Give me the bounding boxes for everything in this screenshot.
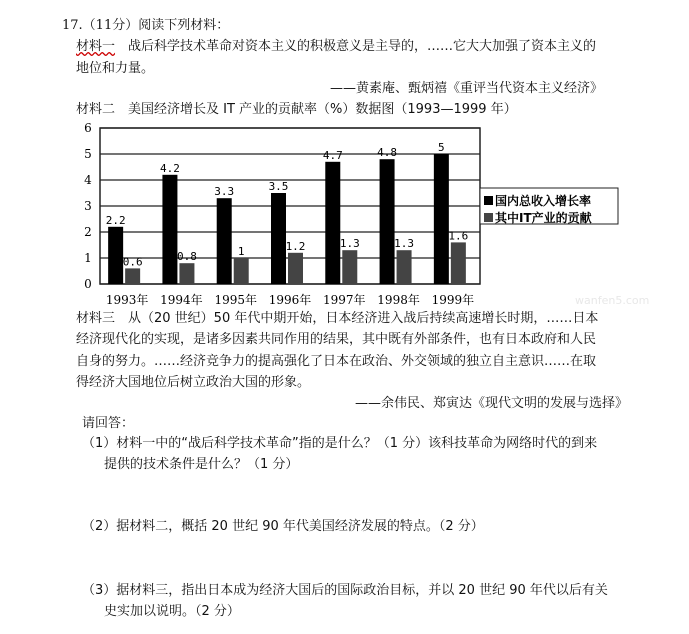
bar-gdp-growth — [325, 162, 340, 284]
question-1-line1: （1）材料一中的“战后科学技术革命”指的是什么？（1 分）该科技革命为网络时代的到来 — [82, 436, 598, 451]
y-tick-label: 5 — [84, 147, 92, 161]
data-label: 1.2 — [285, 239, 306, 253]
x-tick-label: 1997年 — [323, 293, 366, 307]
material-three-line2: 经济现代化的实现，是诸多因素共同作用的结果，其中既有外部条件，也有日本政府和人民 — [76, 332, 597, 347]
y-tick-label: 3 — [84, 199, 92, 213]
y-tick-label: 4 — [84, 173, 92, 187]
bar-it-contribution — [397, 250, 412, 284]
question-2: （2）据材料二，概括 20 世纪 90 年代美国经济发展的特点。（2 分） — [82, 519, 484, 534]
bar-chart — [70, 118, 630, 313]
data-label: 3.3 — [214, 185, 235, 199]
material-three-line4: 得经济大国地位后树立政治大国的形象。 — [76, 375, 311, 390]
bar-it-contribution — [125, 268, 140, 284]
data-label: 1.3 — [339, 237, 360, 251]
legend-label: 其中IT产业的贡献 — [495, 211, 592, 225]
bar-gdp-growth — [108, 227, 123, 284]
material-one-label: 材料一 — [76, 39, 116, 54]
data-label: 3.5 — [268, 180, 289, 193]
data-label: 1 — [237, 245, 245, 258]
material-three-citation: ——余伟民、郑寅达《现代文明的发展与选择》 — [355, 396, 629, 411]
x-tick-label: 1993年 — [105, 293, 149, 307]
material-three-line3: 自身的努力。……经济竞争力的提高强化了日本在政治、外交领域的独立自主意识……在取 — [76, 354, 597, 369]
material-two-title: 材料二 美国经济增长及 IT 产业的贡献率（%）数据图（1993—1999 年） — [76, 102, 517, 117]
bar-it-contribution — [451, 242, 466, 284]
data-label: 4.7 — [322, 148, 343, 162]
material-one-line2: 地位和力量。 — [76, 61, 155, 76]
question-1-line2: 提供的技术条件是什么？（1 分） — [104, 457, 299, 472]
bar-it-contribution — [179, 263, 194, 284]
watermark: wanfen5.com — [575, 294, 650, 307]
material-three-line1: 材料三 从（20 世纪）50 年代中期开始，日本经济进入战后持续高速增长时期，……日本 — [76, 311, 599, 326]
bar-gdp-growth — [380, 159, 395, 284]
bar-gdp-growth — [217, 198, 232, 284]
bar-gdp-growth — [434, 154, 449, 284]
x-tick-label: 1999年 — [431, 293, 475, 307]
data-label: 2.2 — [105, 213, 126, 227]
y-tick-label: 1 — [84, 251, 92, 265]
x-tick-label: 1996年 — [268, 293, 312, 307]
x-tick-label: 1995年 — [214, 293, 257, 307]
question-header: 17.（11分）阅读下列材料： — [62, 18, 230, 33]
y-tick-label: 2 — [84, 225, 92, 239]
bar-it-contribution — [342, 250, 357, 284]
y-tick-label: 6 — [84, 121, 92, 135]
bar-it-contribution — [288, 253, 303, 284]
bar-gdp-growth — [162, 175, 177, 284]
material-one — [76, 39, 596, 55]
bar-it-contribution — [234, 258, 249, 284]
data-label: 0.8 — [176, 250, 197, 264]
legend-label: 国内总收入增长率 — [495, 194, 592, 208]
data-label: 5 — [438, 141, 445, 154]
y-tick-label: 0 — [84, 277, 92, 291]
data-label: 0.6 — [122, 255, 143, 269]
legend-swatch — [484, 213, 493, 222]
data-label: 1.3 — [394, 237, 415, 251]
legend-swatch — [484, 196, 493, 205]
material-one-citation: ——黄素庵、甄炳禧《重评当代资本主义经济》 — [330, 81, 604, 96]
material-one-text: 战后科学技术革命对资本主义的积极意义是主导的，……它大大加强了资本主义的 — [128, 39, 597, 54]
x-tick-label: 1998年 — [377, 293, 420, 307]
question-3-line2: 史实加以说明。（2 分） — [104, 604, 240, 619]
data-label: 4.2 — [159, 161, 180, 175]
question-3-line1: （3）据材料三，指出日本成为经济大国后的国际政治目标，并以 20 世纪 90 年代以后有关 — [82, 583, 608, 598]
data-label: 4.8 — [377, 146, 398, 160]
bar-gdp-growth — [271, 193, 286, 284]
x-tick-label: 1994年 — [160, 293, 203, 307]
ask-label: 请回答： — [82, 416, 135, 431]
data-label: 1.6 — [448, 229, 469, 243]
